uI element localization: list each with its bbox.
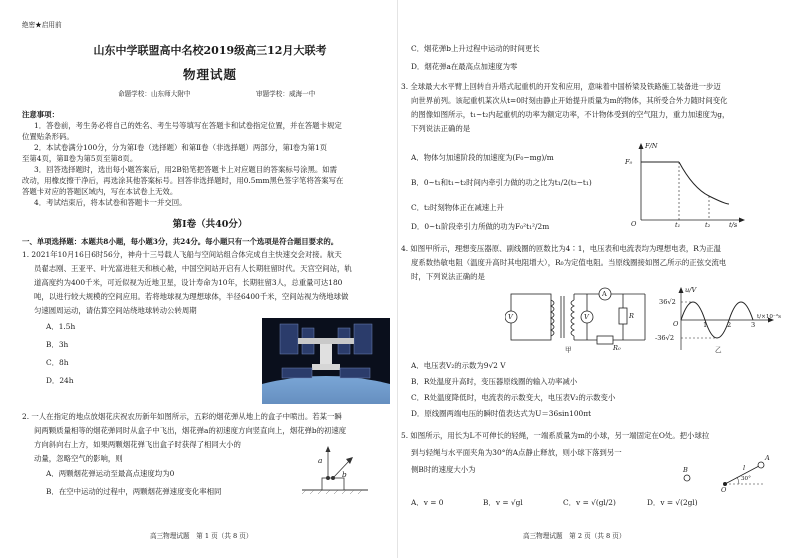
q1-option: A．1.5h bbox=[46, 322, 76, 331]
q4-option: C．R处温度降低时，电流表的示数变大，电压表V₂的示数变小 bbox=[411, 393, 616, 402]
graph-origin: O bbox=[631, 220, 637, 228]
note-line: 答题卡对应的答题区域内，写在本试卷上无效。 bbox=[22, 187, 178, 196]
q4-line: 时，下列说法正确的是 bbox=[411, 272, 485, 281]
meter-a: A bbox=[602, 290, 607, 298]
force-time-graph bbox=[619, 142, 749, 232]
q3-option: B．0~t₁和t₁~t₂时间内牵引力做的功之比为t₁/2(t₂−t₁) bbox=[411, 178, 592, 187]
right-page bbox=[397, 0, 794, 558]
sine-x-label: t/×10⁻²s bbox=[757, 314, 782, 320]
q4-option: D．原线圈两端电压的瞬时值表达式为U＝36sin100πt bbox=[411, 409, 592, 418]
q2-line: 间两颗质量相等的烟花弹同时从盒子中飞出，烟花弹a的初速度方向竖直向上，烟花弹b的初速度 bbox=[34, 426, 347, 435]
note-line: 2．本试卷满分100分，分为第Ⅰ卷（选择题）和第Ⅱ卷（非选择题）两部分，第Ⅰ卷为第1页 bbox=[34, 143, 328, 152]
q2-line: 方向斜向右上方，如果两颗烟花弹飞出盒子时获得了相同大小的 bbox=[34, 440, 241, 449]
graph-f0: F₀ bbox=[625, 158, 633, 166]
q5-option: B．v = √gl bbox=[483, 498, 523, 507]
q1-line: 道高度约为400千米，可近似视为近地卫星，设计寿命为10年，长期驻留3人，总重量可达180 bbox=[34, 278, 343, 287]
q1-line: 吨，以进行较大规模的空间应用。若将地球视为理想球体，半径6400千米，空间站视为绕地球做 bbox=[34, 292, 349, 301]
label-a: a bbox=[318, 456, 323, 465]
q3-option: A．物体匀加速阶段的加速度为(F₀−mg)/m bbox=[411, 153, 554, 162]
q2-option: D．烟花弹a在最高点加速度为零 bbox=[411, 62, 518, 71]
q4-line: 度系数热敏电阻（温度升高时其电阻增大），R₀为定值电阻。当原线圈接如图乙所示的正弦交流电 bbox=[411, 258, 727, 267]
q4-line: 4. 如图甲所示，理想变压器原、副线圈的匝数比为4∶1，电压表和电流表均为理想电表，R为正温 bbox=[401, 244, 721, 253]
sine-tick-1: 1 bbox=[703, 321, 708, 329]
label-jia: 甲 bbox=[565, 346, 572, 354]
footer-left: 高三物理试题 第 1 页（共 8 页） bbox=[150, 532, 253, 540]
label-b: b bbox=[342, 470, 347, 479]
q1-option: C．8h bbox=[46, 358, 69, 367]
pendulum-a: A bbox=[765, 454, 770, 462]
sine-origin: O bbox=[673, 320, 679, 328]
graph-t2: t₂ bbox=[705, 221, 711, 229]
pendulum-b: B bbox=[683, 466, 688, 474]
graph-y-label: F/N bbox=[645, 142, 658, 150]
q3-line: 的图像如图所示，t₁~t₂内起重机的功率为额定功率，不计物体受到的空气阻力，重力加速度为g， bbox=[411, 110, 730, 119]
q1-option: B．3h bbox=[46, 340, 69, 349]
sine-pos-amp: 36√2 bbox=[659, 298, 676, 306]
note-line: 至第4页，第Ⅱ卷为第5页至第8页。 bbox=[22, 154, 138, 163]
pendulum-figure bbox=[673, 444, 773, 504]
graph-x-label: t/s bbox=[729, 221, 738, 229]
q3-line: 3. 全球最大水平臂上回转自升塔式起重机的开发和应用，意味着中国桥梁及铁路施工装备进一步迈 bbox=[401, 82, 721, 91]
q5-line: 侧B时的速度大小为 bbox=[411, 465, 476, 474]
pendulum-angle: 30° bbox=[741, 476, 751, 482]
secret-label: 绝密★启用前 bbox=[22, 21, 62, 29]
q5-line: 到与轻绳与水平面夹角为30°的A点静止释放，则小球下落到另一 bbox=[411, 448, 622, 457]
fireworks-figure bbox=[300, 442, 370, 494]
page-divider bbox=[397, 0, 398, 558]
q5-option: D．v = √(2gl) bbox=[647, 498, 698, 507]
q1-line: 员翟志刚、王亚平、叶光富进驻天和核心舱，中国空间站开启有人长期驻留时代。天宫空间站，轨 bbox=[34, 264, 352, 273]
notes-heading: 注意事项： bbox=[22, 110, 59, 119]
q1-line: 匀速圆周运动，请估算空间站绕地球转动公转周期 bbox=[34, 306, 197, 315]
sine-y-label: u/V bbox=[685, 286, 697, 294]
graph-t1: t₁ bbox=[675, 221, 681, 229]
section-title: 第Ⅰ卷（共40分） bbox=[172, 219, 248, 230]
reviewer-school: 审题学校：威海一中 bbox=[256, 90, 316, 98]
note-line: 4．考试结束后，将本试卷和答题卡一并交回。 bbox=[34, 198, 187, 207]
transformer-circuit bbox=[505, 286, 655, 356]
sine-neg-amp: -36√2 bbox=[655, 334, 675, 342]
q1-option: D．24h bbox=[46, 376, 74, 385]
meter-v2: V bbox=[584, 313, 589, 321]
label-yi: 乙 bbox=[715, 346, 722, 354]
author-school: 命题学校：山东师大附中 bbox=[118, 90, 191, 98]
sine-tick-2: 2 bbox=[727, 321, 732, 329]
q2-option: C．烟花弹b上升过程中运动的时间更长 bbox=[411, 44, 540, 53]
footer-right: 高三物理试题 第 2 页（共 8 页） bbox=[523, 532, 626, 540]
q3-option: D．0~t₁阶段牵引力所做的功为F₀²t₁²/2m bbox=[411, 222, 550, 231]
note-line: 改动，用橡皮擦干净后，再选涂其他答案标号。回答非选择题时，用0.5mm黑色签字笔将答案写在 bbox=[22, 176, 344, 185]
pendulum-o: O bbox=[721, 486, 727, 494]
sine-tick-3: 3 bbox=[751, 321, 756, 329]
q3-option: C．t₂时刻物体正在减速上升 bbox=[411, 203, 504, 212]
section-instructions: 一、单项选择题：本题共8小题，每小题3分，共24分。每小题只有一个选项是符合题目要求的。 bbox=[22, 237, 339, 246]
q2-option: A．两颗烟花弹运动至最高点速度均为0 bbox=[46, 469, 175, 478]
q2-line: 2. 一人在指定的地点放烟花庆祝农历新年如图所示，五彩的烟花弹从地上的盒子中喷出。若某一瞬 bbox=[22, 412, 342, 421]
q3-line: 下列说法正确的是 bbox=[411, 124, 471, 133]
space-station-photo bbox=[262, 318, 390, 404]
q2-line: 动量，忽略空气的影响，则 bbox=[34, 454, 123, 463]
q2-option: B．在空中运动的过程中，两颗烟花弹速度变化率相同 bbox=[46, 487, 222, 496]
pendulum-l: l bbox=[743, 464, 746, 472]
note-line: 3．回答选择题时，选出每小题答案后，用2B铅笔把答题卡上对应题目的答案标号涂黑。如需 bbox=[34, 165, 338, 174]
q5-option: C．v = √(gl/2) bbox=[563, 498, 616, 507]
subject-title: 物理试题 bbox=[182, 67, 237, 82]
q4-option: B．R处温度升高时，变压器原线圈的输入功率减小 bbox=[411, 377, 578, 386]
q1-line: 1. 2021年10月16日6时56分，神舟十三号载人飞船与空间站组合体完成自主快速交会对接。航天 bbox=[22, 250, 342, 259]
label-r: R bbox=[629, 312, 634, 320]
label-r0: R₀ bbox=[613, 344, 621, 352]
q3-line: 向世界前列。该起重机某次从t=0时刻由静止开始提升质量为m的物体，其所受合外力随时间变化 bbox=[411, 96, 728, 105]
sine-voltage-graph bbox=[655, 286, 782, 356]
note-line: 1．答卷前，考生务必将自己的姓名、考生号等填写在答题卡和试卷指定位置，并在答题卡规定 bbox=[34, 121, 342, 130]
q5-line: 5. 如图所示，用长为L不可伸长的轻绳，一端系质量为m的小球，另一端固定在O处。把小球拉 bbox=[401, 431, 710, 440]
q5-option: A．v = 0 bbox=[411, 498, 444, 507]
exam-title: 山东中学联盟高中名校2019级高三12月大联考 bbox=[93, 44, 327, 57]
q4-option: A．电压表V₂的示数为9√2 V bbox=[411, 361, 506, 370]
meter-v1: V bbox=[508, 313, 513, 321]
note-line: 位置贴条形码。 bbox=[22, 132, 74, 141]
